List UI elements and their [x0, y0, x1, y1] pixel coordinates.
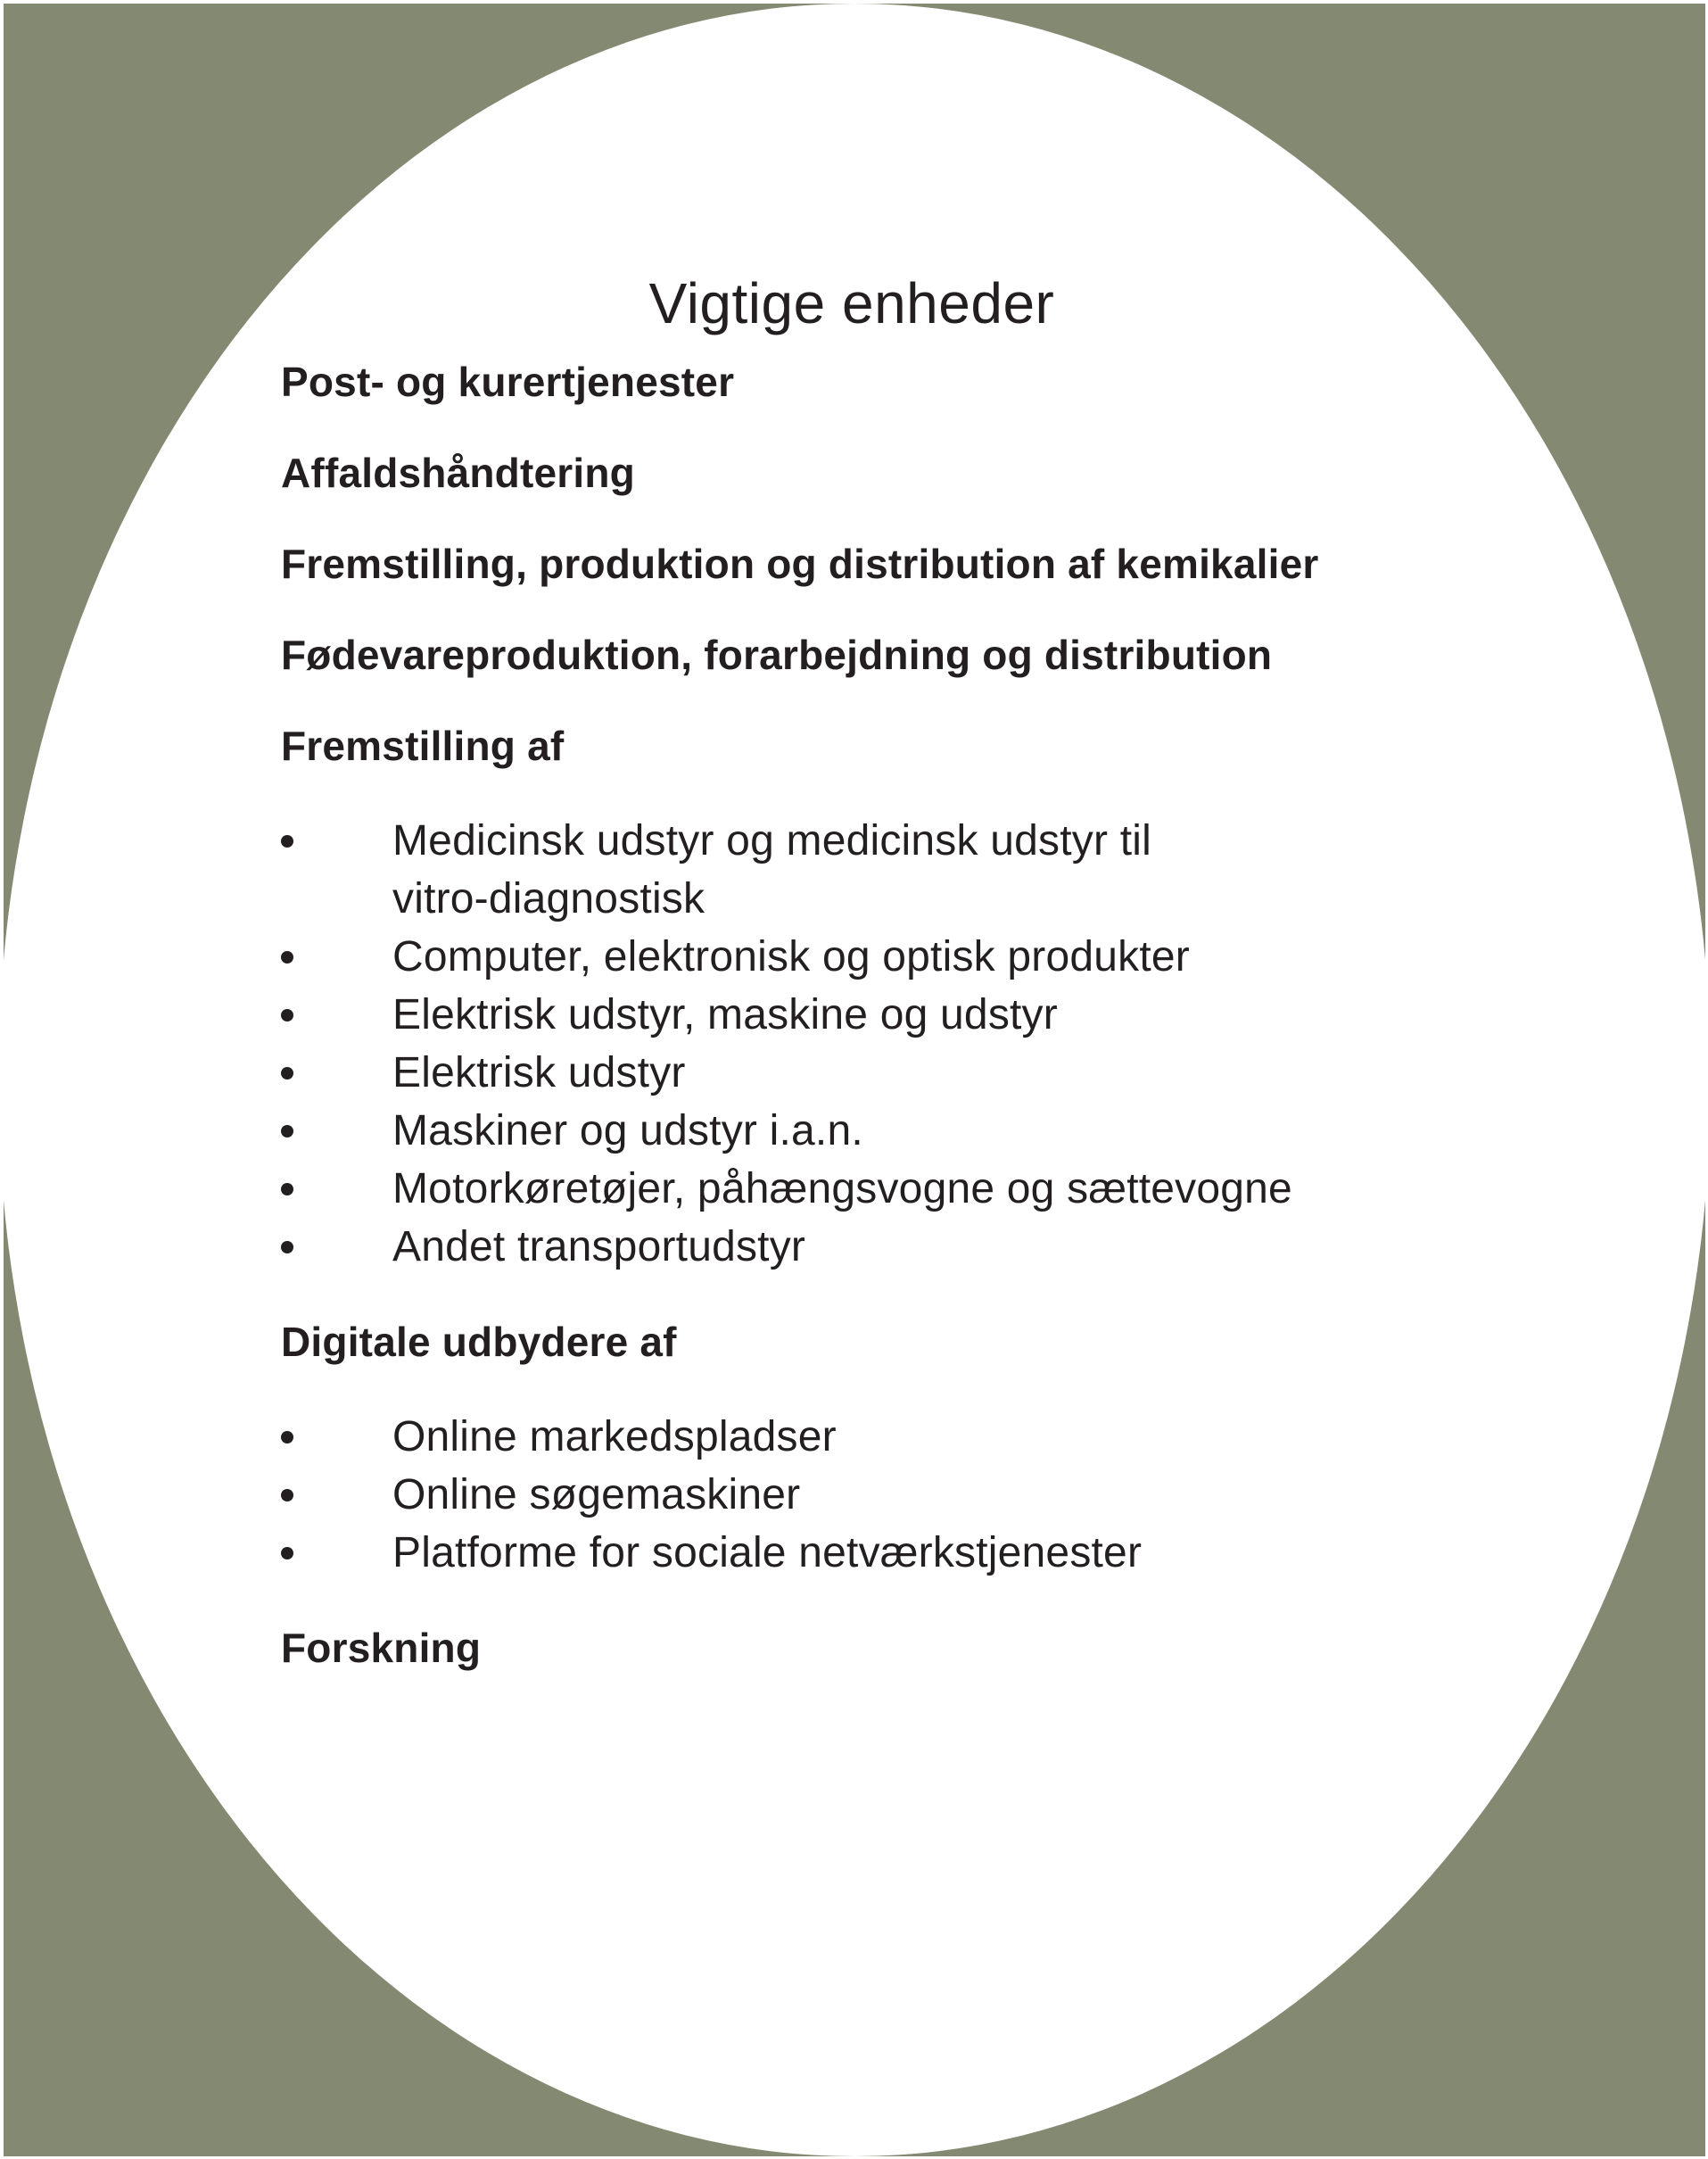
bullet-icon [281, 1067, 293, 1080]
bullet-icon [281, 1009, 293, 1022]
page-title: Vigtige enheder [648, 271, 1055, 335]
bullet-icon [281, 1489, 293, 1501]
list-item-text: Platforme for sociale netværkstjenester [392, 1529, 1143, 1576]
list-item-text: Online markedspladser [392, 1413, 837, 1460]
bullet-icon [281, 1241, 293, 1253]
list-item-text: Motorkøretøjer, påhængsvogne og sættevogne [392, 1165, 1292, 1212]
list-item-text: Medicinsk udstyr og medicinsk udstyr til vitro-diagnostisk [392, 817, 1151, 922]
heading-manufacturing: Fremstilling af [281, 723, 565, 769]
bullet-icon [281, 1183, 293, 1195]
bullet-icon [281, 1125, 293, 1137]
list-item-text: Andet transportudstyr [392, 1223, 806, 1270]
bullet-icon [281, 1431, 293, 1443]
bullet-icon [281, 835, 293, 848]
content [281, 268, 1458, 1673]
heading-chemicals: Fremstilling, produktion og distribution af kemikalier [281, 541, 1319, 587]
list-item [281, 812, 1240, 928]
manufacturing-list [281, 812, 1396, 1276]
list-item [281, 986, 1396, 1044]
list-item-text: Elektrisk udstyr [392, 1049, 686, 1096]
list-item [281, 928, 1396, 986]
heading-digital: Digitale udbydere af [281, 1319, 677, 1365]
bullet-icon [281, 1547, 293, 1559]
list-item [281, 1408, 1396, 1466]
heading-research: Forskning [281, 1625, 482, 1671]
list-item-text: Computer, elektronisk og optisk produkter [392, 933, 1190, 980]
heading-food: Fødevareproduktion, forarbejdning og distribution [281, 632, 1273, 678]
list-item [281, 1044, 1396, 1102]
digital-list [281, 1408, 1396, 1582]
list-item [281, 1160, 1396, 1218]
list-item-text: Elektrisk udstyr, maskine og udstyr [392, 991, 1058, 1038]
list-item [281, 1524, 1396, 1582]
list-item-text: Online søgemaskiner [392, 1471, 801, 1518]
list-item [281, 1466, 1396, 1524]
list-item [281, 1218, 1396, 1276]
list-item-text: Maskiner og udstyr i.a.n. [392, 1107, 863, 1154]
heading-post: Post- og kurertjenester [281, 359, 735, 405]
bullet-icon [281, 951, 293, 964]
heading-waste: Affaldshåndtering [281, 450, 635, 496]
list-item [281, 1102, 1396, 1160]
